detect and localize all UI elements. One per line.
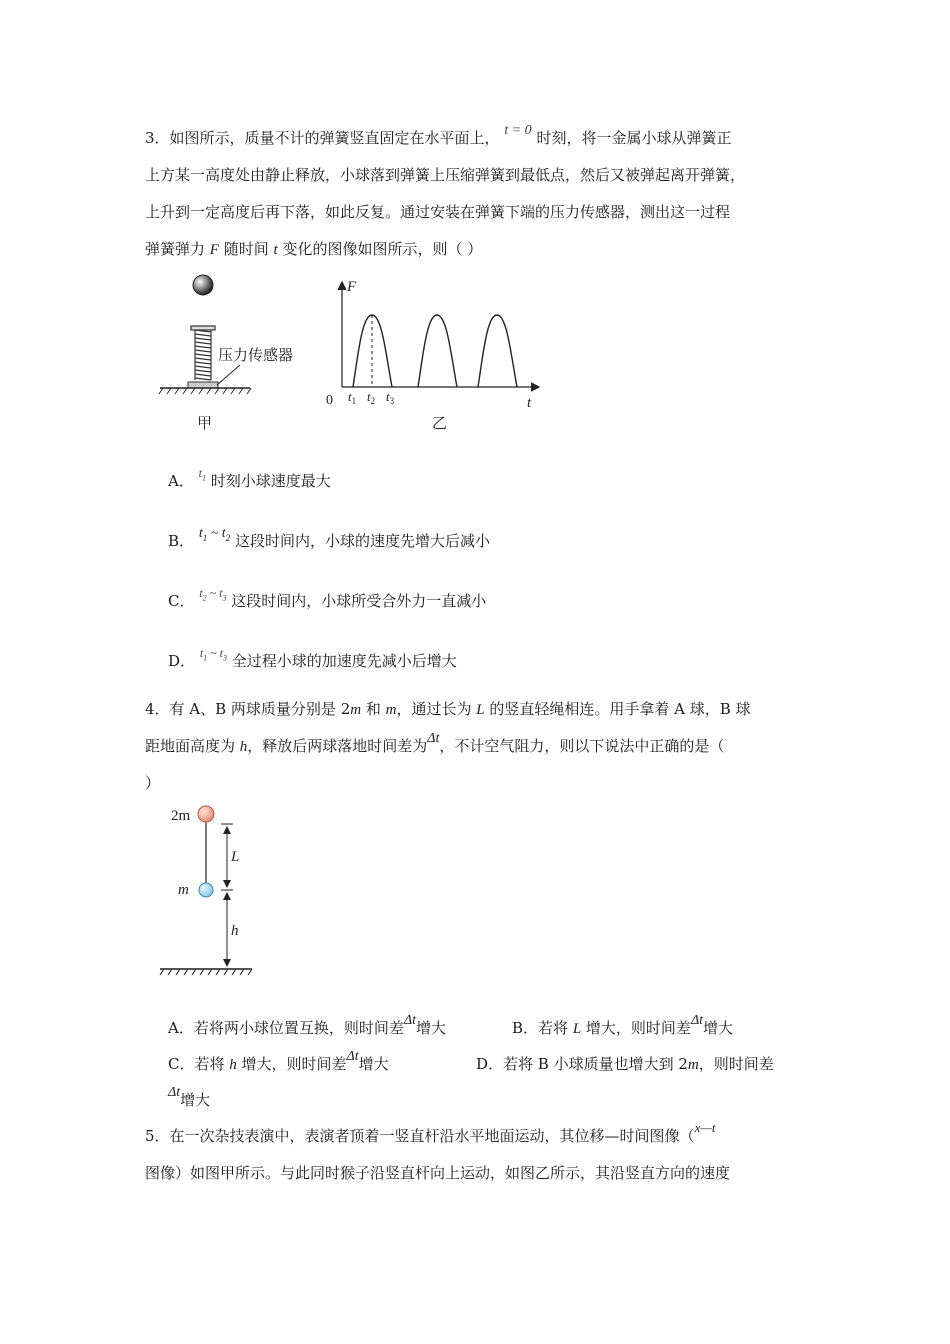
q4-option-c[interactable] (168, 1049, 389, 1077)
delta-t: Δt (168, 1085, 181, 1100)
var-m: m (687, 1057, 699, 1073)
delta-t: Δt (690, 1013, 704, 1028)
force-pulse-2 (418, 315, 457, 387)
delta-t: Δt (346, 1049, 359, 1064)
option-text: 增大，则时间差 (236, 1055, 347, 1073)
option-text: ，则时间差 (698, 1055, 774, 1073)
q3-text: 变化的图像如图所示，则（ ） (282, 240, 483, 258)
label-L: L (231, 849, 240, 865)
label-2m: 2m (171, 808, 191, 824)
q3-option-c[interactable] (168, 586, 487, 618)
var-L: L (476, 702, 485, 718)
q4-text: ，通过长为 (396, 700, 477, 718)
option-expr: $t_1$ ~ $t_2$ (198, 526, 231, 543)
option-letter: B． (512, 1019, 539, 1037)
option-expr: t1 (198, 466, 206, 483)
figure-two-balls (155, 800, 275, 980)
var-m: m (385, 702, 397, 718)
q3-option-d[interactable] (168, 646, 457, 678)
option-text: 全过程小球的加速度先减小后增大 (231, 652, 457, 670)
q4-line-1 (145, 698, 751, 721)
option-text: 增大 (180, 1091, 211, 1109)
figure-force-time-graph (320, 275, 550, 440)
x-t-expr: x—t (694, 1120, 716, 1135)
option-text: 若将 B 小球质量也增大到 2 (503, 1055, 688, 1073)
q5-text: 5．在一次杂技表演中，表演者顶着一竖直杆沿水平地面运动，其位移—时间图像（ (145, 1127, 695, 1145)
q4-option-a[interactable] (168, 1013, 446, 1041)
q3-line-2: 上方某一高度处由静止释放，小球落到弹簧上压缩弹簧到最低点，然后又被弹起离开弹簧， (145, 166, 746, 184)
option-letter: B． (168, 532, 195, 550)
q4-text: 距地面高度为 (145, 737, 240, 755)
tick-t3: $t_3$ (386, 389, 395, 406)
q4-text: ，不计空气阻力，则以下说法中正确的是（ (439, 737, 725, 755)
q3-text: 3．如图所示，质量不计的弹簧竖直固定在水平面上， (145, 129, 500, 147)
option-text: 增大 (358, 1055, 389, 1073)
option-text: 这段时间内，小球所受合外力一直减小 (231, 592, 487, 610)
option-text: 增大 (703, 1019, 734, 1037)
q3-line-1 (145, 123, 732, 151)
origin-label: 0 (326, 393, 333, 408)
pressure-sensor (188, 382, 218, 388)
var-t: t (273, 242, 278, 258)
delta-t: Δt (403, 1013, 416, 1028)
q3-line-3: 上升到一定高度后再下落，如此反复。通过安装在弹簧下端的压力传感器，测出这一过程 (145, 203, 731, 221)
tick-t1: $t_1$ (348, 389, 357, 406)
ground-hatch (160, 969, 252, 975)
q3-text: 时刻，将一金属小球从弹簧正 (536, 129, 732, 147)
option-expr: t2 ~ t3 (199, 586, 227, 603)
option-text: 若将两小球位置互换，则时间差 (193, 1019, 404, 1037)
q3-line-4 (145, 238, 482, 261)
sensor-pointer (217, 365, 240, 385)
q3-option-b[interactable] (168, 526, 490, 558)
q5-line-1 (145, 1120, 716, 1148)
q4-line-2 (145, 731, 725, 759)
option-letter: A． (168, 472, 194, 490)
option-text: 时刻小球速度最大 (210, 472, 331, 490)
option-letter: C． (168, 592, 195, 610)
option-letter: C． (168, 1055, 195, 1073)
q4-line-3: ） (145, 774, 161, 792)
q4-option-d-continued (168, 1085, 211, 1113)
option-text: 增大，则时间差 (581, 1019, 691, 1037)
option-letter: A． (168, 1019, 194, 1037)
ball-a (198, 806, 214, 822)
q5-line-2: 图像）如图甲所示。与此同时猴子沿竖直杆向上运动，如图乙所示，其沿竖直方向的速度 (145, 1164, 731, 1182)
q4-option-b[interactable] (512, 1013, 734, 1041)
delta-t: Δt (427, 731, 440, 746)
y-axis-label: F (347, 279, 357, 295)
q3-option-a[interactable] (168, 466, 331, 498)
figure-spring (155, 270, 325, 440)
q4-text: 的竖直轻绳相连。用手拿着 A 球，B 球 (484, 700, 751, 718)
var-F: F (209, 242, 219, 258)
q4-text: 4．有 A、B 两球质量分别是 2 (145, 700, 351, 718)
q3-text: 弹簧弹力 (145, 240, 206, 258)
q4-text: ，释放后两球落地时间差为 (247, 737, 428, 755)
q4-text: 和 (361, 700, 386, 718)
force-pulse-3 (478, 315, 517, 387)
caption-jia: 甲 (197, 414, 213, 432)
tick-t2: $t_2$ (367, 389, 376, 406)
label-h: h (231, 923, 239, 939)
var-L: L (572, 1021, 582, 1037)
option-text: 这段时间内，小球的速度先增大后减小 (234, 532, 490, 550)
q3-t-zero: t = 0 (504, 123, 532, 138)
ball-b (199, 883, 213, 897)
q4-option-d[interactable] (476, 1053, 774, 1076)
ground-hatch (159, 388, 251, 394)
option-letter: D． (476, 1055, 504, 1073)
x-axis-label: t (527, 395, 532, 411)
spring (191, 326, 215, 380)
caption-yi: 乙 (432, 414, 448, 432)
metal-ball (193, 275, 213, 295)
option-letter: D． (168, 652, 196, 670)
q3-text: 随时间 (223, 240, 269, 258)
option-text: 若将 (194, 1055, 230, 1073)
option-text: 增大 (415, 1019, 446, 1037)
var-h: h (239, 739, 248, 755)
var-h: h (229, 1057, 237, 1073)
option-expr: t1 ~ t3 (199, 646, 227, 663)
var-m: m (350, 702, 362, 718)
sensor-label: 压力传感器 (218, 346, 294, 364)
option-text: 若将 (538, 1019, 573, 1037)
label-m: m (178, 882, 189, 898)
